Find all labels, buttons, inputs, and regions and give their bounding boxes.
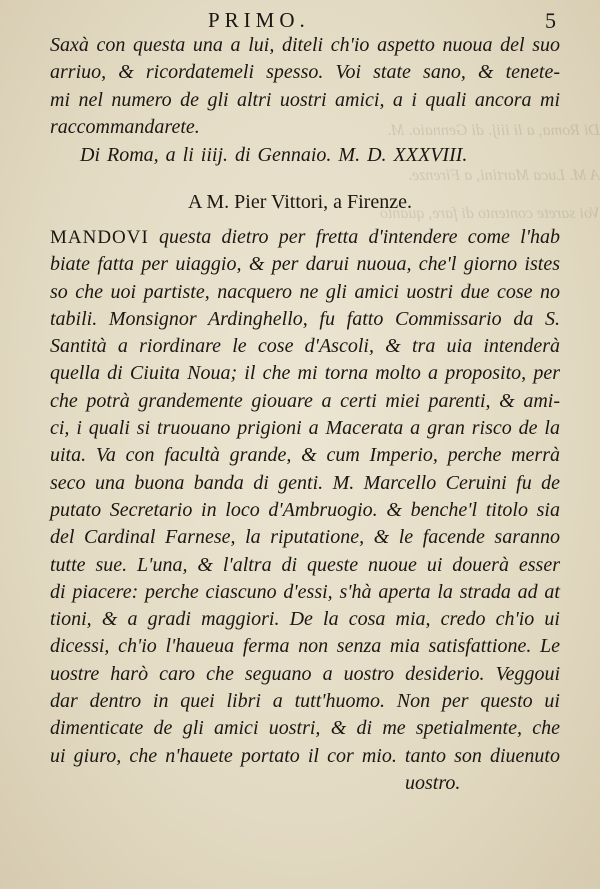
show-through-line: Voi sarete contento di fare, quanto xyxy=(379,205,600,222)
dateline: Di Roma, a li iiij. di Gennaio. M. D. XXXVIII. xyxy=(80,144,468,166)
text-line: putato Secretario in loco d'Ambruogio. & benche'l titolo sia xyxy=(50,498,560,521)
closing-word: uostro. xyxy=(405,771,461,794)
text-line: biate fatta per uiaggio, & per darui nuoua, che'l giorno istes xyxy=(50,253,560,276)
previous-letter-ending xyxy=(50,32,560,141)
page-number: 5 xyxy=(545,8,556,33)
text-line: dicessi, ch'io l'haueua ferma non senza mia satisfattione. Le xyxy=(50,635,560,658)
opening-capitals: MANDOVI xyxy=(50,227,149,248)
text-line: del Cardinal Farnese, la riputatione, & le facende saranno xyxy=(50,526,560,549)
running-head: PRIMO. xyxy=(208,8,310,32)
text-line: di piacere: perche ciascuno d'essi, s'hà aperta la strada ad at xyxy=(50,580,560,603)
text-line: so che uoi partiste, nacquero ne gli amici uostri due cose no xyxy=(50,280,560,303)
closing-line xyxy=(50,770,560,797)
text-line: Saxà con questa una a lui, diteli ch'io aspetto nuoua del suo xyxy=(50,34,560,56)
text-line: ui giuro, che n'hauete portato il cor mio. tanto son diuenuto xyxy=(50,744,560,767)
text-line xyxy=(50,224,560,251)
text-line: uostre harò caro che seguano a uostro desiderio. Veggoui xyxy=(50,662,560,685)
letter-body xyxy=(50,224,560,797)
text-line: quella di Ciuita Noua; il che mi torna molto a proposito, per xyxy=(50,362,560,385)
show-through-line: A M. Luca Martini, a Firenze. xyxy=(408,167,600,184)
letter-heading: A M. Pier Vittori, a Firenze. xyxy=(188,191,412,213)
text-line: che potrà grandemente giouare a certi miei parenti, & ami- xyxy=(50,389,560,412)
text-line: seco una buona banda di genti. M. Marcello Ceruini fu de xyxy=(50,471,560,494)
text-line: tabili. Monsignor Ardinghello, fu fatto Commissario da S. xyxy=(50,307,560,330)
text-line: dimenticate de gli amici uostri, & di me spetialmente, che xyxy=(50,717,560,740)
text-line: uita. Va con facultà grande, & cum Imperio, perche merrà xyxy=(50,444,560,467)
text-line: tutte sue. L'una, & l'altra di queste nuoue ui douerà esser xyxy=(50,553,560,576)
text-line: mi nel numero de gli altri uostri amici, a i quali ancora mi xyxy=(50,88,560,111)
text-line: ci, i quali si truouano prigioni a Macerata a gran risco de la xyxy=(50,417,560,440)
first-line-text: questa dietro per fretta d'intendere come l'hab xyxy=(148,226,560,248)
text-line: Santità a riordinare le cose d'Ascoli, & tra uia intenderà xyxy=(50,335,560,358)
text-line: dar dentro in quei libri a tutt'huomo. Non per questo ui xyxy=(50,690,560,713)
text-line: tioni, & a gradi maggiori. De la cosa mia, credo ch'io ui xyxy=(50,608,560,631)
show-through-line: Di Roma, a li iiij. di Gennaio. M. xyxy=(387,122,600,139)
text-line: arriuo, & ricordatemeli spesso. Voi state sano, & tenete- xyxy=(50,61,560,84)
text-line: raccommandarete. xyxy=(50,115,200,138)
